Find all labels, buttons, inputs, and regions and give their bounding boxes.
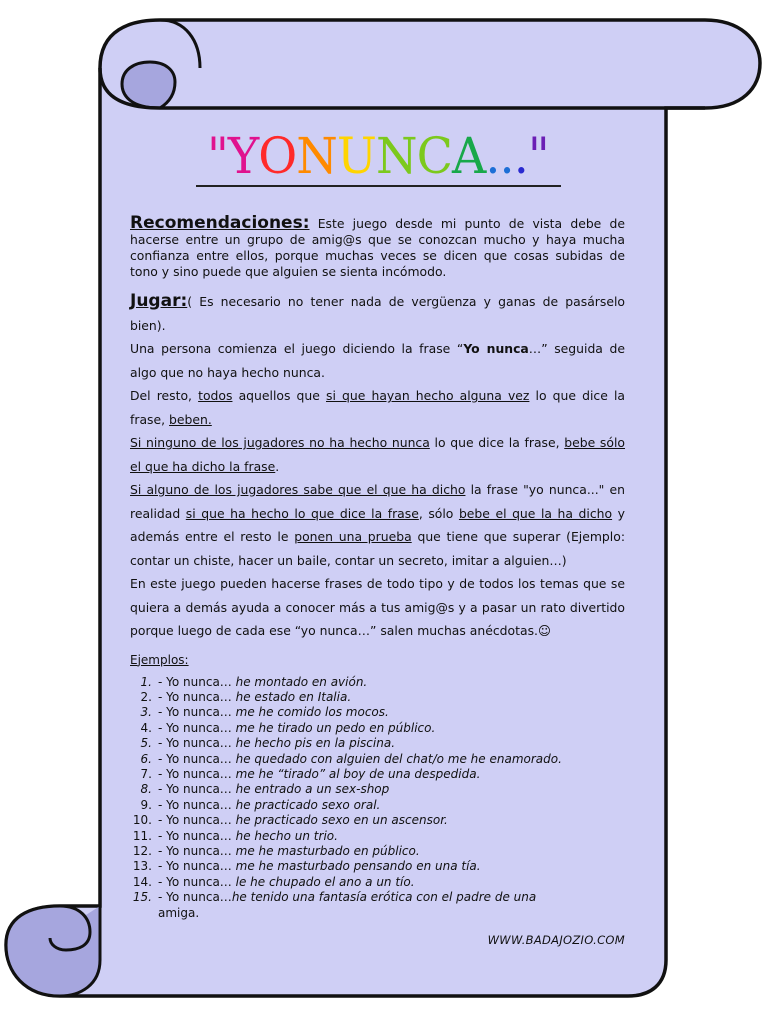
list-item: 11. - Yo nunca… he hecho un trio. bbox=[132, 828, 338, 843]
recomendaciones-text: Este juego desde mi punto de vista debe de hacerse entre un grupo de amig@s que se conozcan mucho y haya mucha confianza entre ellos, porque muchas veces se dicen que cosas subidas de tono y sino puede que alguien se sienta incómodo. bbox=[130, 216, 625, 279]
rule-paragraph-2: Del resto, todos aquellos que si que hayan hecho alguna vez lo que dice la frase, beben. bbox=[130, 388, 625, 427]
title-letter: A bbox=[451, 127, 485, 185]
document-content bbox=[130, 125, 625, 947]
list-item: 1. - Yo nunca… he montado en avión. bbox=[140, 674, 368, 689]
list-item: 5. - Yo nunca… he hecho pis en la piscina. bbox=[140, 736, 396, 751]
recomendaciones-paragraph bbox=[130, 215, 625, 280]
jugar-section bbox=[130, 290, 625, 643]
list-item: 8. - Yo nunca… he entrado a un sex-shop bbox=[140, 782, 390, 797]
website-footer: WWW.BADAJOZIO.COM bbox=[487, 933, 625, 947]
list-item: 2. - Yo nunca… he estado en Italia. bbox=[140, 689, 352, 704]
title-letter: N bbox=[375, 127, 417, 185]
list-item: 9. - Yo nunca… he practicado sexo oral. bbox=[140, 797, 381, 812]
jugar-heading: Jugar: bbox=[130, 291, 188, 311]
ejemplos-list bbox=[130, 675, 625, 922]
title-letter: U bbox=[336, 127, 376, 185]
page-title bbox=[207, 125, 549, 187]
title-letter: Y bbox=[227, 127, 258, 185]
rule-paragraph-3: Si ninguno de los jugadores no ha hecho nunca lo que dice la frase, bebe sólo el que ha dicho la frase. bbox=[130, 435, 625, 474]
title-letter: . bbox=[484, 127, 500, 185]
list-item: 3. - Yo nunca… me he comido los mocos. bbox=[140, 705, 389, 720]
list-item: 6. - Yo nunca… he quedado con alguien del chat/o me he enamorado. bbox=[140, 751, 562, 766]
title-letter: . bbox=[499, 127, 514, 185]
title-letter: N bbox=[295, 127, 337, 185]
list-item: 15. - Yo nunca…he tenido una fantasía erótica con el padre de una amiga. bbox=[132, 890, 537, 920]
list-item: 7. - Yo nunca… me he “tirado” al boy de una despedida. bbox=[140, 766, 481, 781]
rule-paragraph-5: En este juego pueden hacerse frases de todo tipo y de todos los temas que se quiera a demás ayuda a conocer más a tus amig@s y a pasar un rato divertido porque luego de cada ese “yo nunca…” salen muchas anécdotas.☺ bbox=[130, 576, 625, 638]
list-item: 14. - Yo nunca… le he chupado el ano a un tío. bbox=[132, 874, 415, 889]
title-block bbox=[180, 125, 575, 187]
title-letter: . bbox=[513, 127, 528, 185]
rule-paragraph-4: Si alguno de los jugadores sabe que el que ha dicho la frase "yo nunca..." en realidad si que ha hecho lo que dice la frase, sólo bebe el que la ha dicho y además entre el resto le ponen una prueba que tiene que superar (Ejemplo: contar un chiste, hacer un baile, contar un secreto, imitar a alguien…) bbox=[130, 482, 625, 568]
scroll-top-curl bbox=[122, 62, 175, 108]
list-item: 10. - Yo nunca… he practicado sexo en un ascensor. bbox=[132, 813, 448, 828]
rule-paragraph-1: Una persona comienza el juego diciendo la frase “Yo nunca…” seguida de algo que no haya hecho nunca. bbox=[130, 341, 625, 380]
title-letter: O bbox=[257, 127, 296, 185]
title-letter: C bbox=[416, 127, 452, 185]
ejemplos-heading: Ejemplos: bbox=[130, 652, 189, 667]
scroll-bottom-curl bbox=[6, 906, 100, 996]
list-item: 4. - Yo nunca… me he tirado un pedo en público. bbox=[140, 720, 436, 735]
list-item: 12. - Yo nunca… me he masturbado en público. bbox=[132, 843, 420, 858]
title-letter: " bbox=[527, 127, 549, 185]
recomendaciones-heading: Recomendaciones: bbox=[130, 213, 310, 233]
list-item: 13. - Yo nunca… me he masturbado pensando en una tía. bbox=[132, 859, 481, 874]
jugar-intro: Jugar:( Es necesario no tener nada de vergüenza y ganas de pasárselo bien). bbox=[130, 291, 625, 333]
title-letter: " bbox=[206, 127, 228, 185]
